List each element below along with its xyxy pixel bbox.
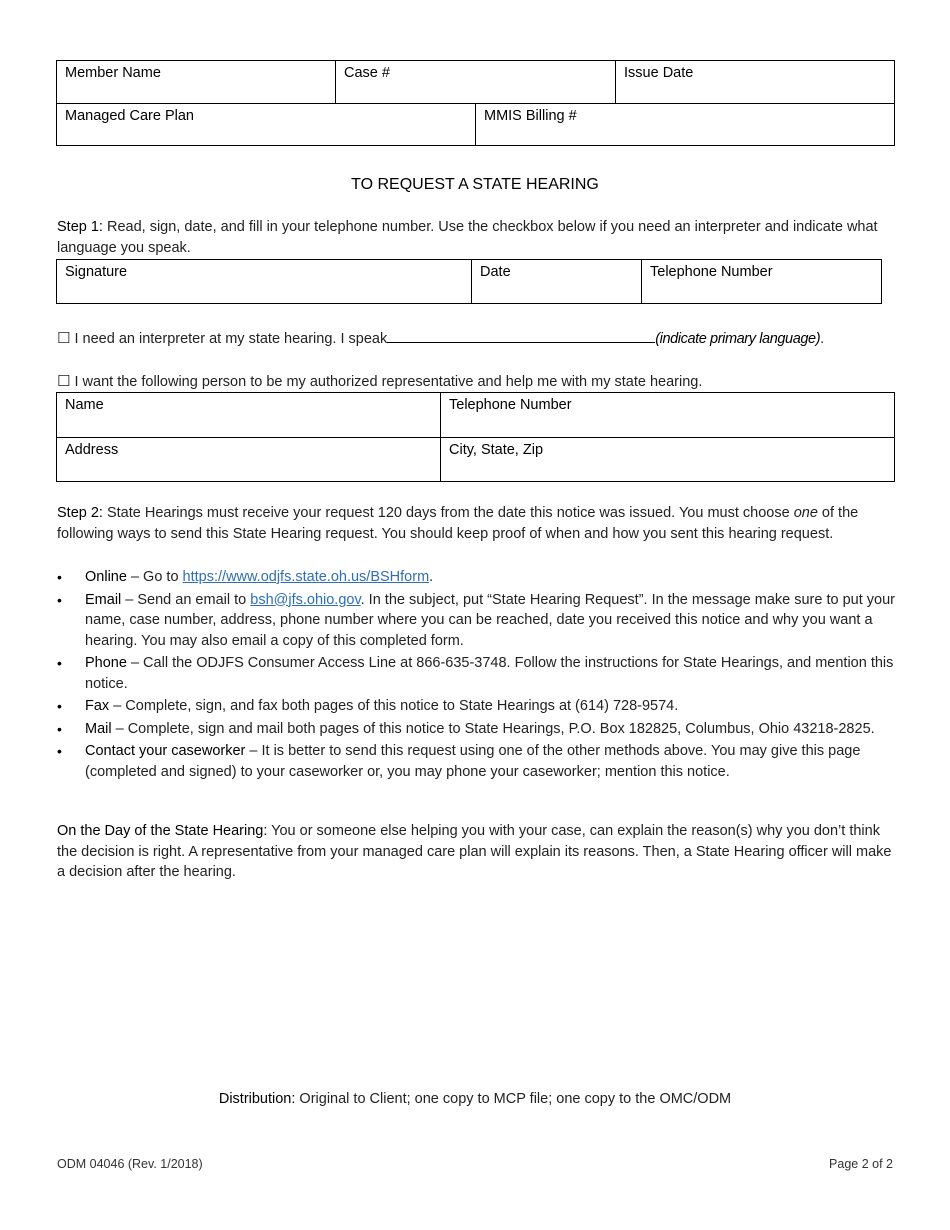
representative-table [56, 392, 895, 482]
form-id: ODM 04046 (Rev. 1/2018) [57, 1157, 203, 1171]
mail-label: Mail [85, 720, 112, 737]
mmis-billing-field[interactable] [476, 104, 895, 146]
method-fax [57, 696, 897, 717]
interpreter-period: . [820, 331, 825, 347]
mmis-billing-label: MMIS Billing # [484, 108, 577, 124]
language-note: (indicate primary language) [655, 331, 821, 347]
step1-paragraph [57, 217, 897, 258]
language-blank-field[interactable] [387, 328, 655, 343]
email-link[interactable]: bsh@jfs.ohio.gov [250, 591, 361, 608]
online-label: Online [85, 569, 127, 585]
hearing-day-label: On the Day of the State Hearing: [57, 823, 268, 839]
signature-label: Signature [65, 264, 128, 280]
rep-address-field[interactable] [57, 438, 441, 482]
member-info-table [56, 60, 895, 146]
bullet-icon: • [57, 655, 62, 671]
page-number: Page 2 of 2 [829, 1157, 893, 1171]
mail-text: – Complete, sign and mail both pages of this notice to State Hearings, P.O. Box 182825, Columbus, Ohio 43218-2825. [111, 720, 875, 737]
bullet-icon: • [57, 591, 62, 608]
representative-text: I want the following person to be my authorized representative and help me with my state hearing. [70, 374, 703, 390]
bullet-icon: • [57, 698, 62, 714]
online-pre: – Go to [126, 569, 183, 585]
step2-emphasis: one [793, 505, 818, 521]
date-label: Date [480, 264, 511, 280]
phone-text: – Call the ODJFS Consumer Access Line at 866-635-3748. Follow the instructions for State Hearings, and mention this notice. [85, 655, 894, 692]
step1-text: Read, sign, date, and fill in your telephone number. Use the checkbox below if you need an interpreter and indicate what language you speak. [57, 219, 878, 256]
email-post: . In the subject, put “State Hearing Request”. In the message make sure to put your name, case number, address, phone number where you can be reached, date you received this notice and why you want a hearing. You may also email a copy of this completed form. [85, 591, 895, 649]
telephone-field[interactable] [642, 260, 882, 304]
signature-field[interactable] [57, 260, 472, 304]
representative-checkbox[interactable]: ☐ [57, 373, 71, 390]
rep-city-state-zip-field[interactable] [441, 438, 895, 482]
step2-label: Step 2: [57, 505, 103, 521]
caseworker-label: Contact your caseworker [85, 743, 246, 759]
phone-label: Phone [85, 655, 127, 671]
hearing-day-text: You or someone else helping you with your case, can explain the reason(s) why you don’t think the decision is right. A representative from your managed care plan will explain its reasons. Then, a State Hearing officer will make a decision after the hearing. [57, 823, 892, 880]
bullet-icon: • [57, 743, 62, 759]
signature-table [56, 259, 882, 304]
distribution-text: Original to Client; one copy to MCP file; one copy to the OMC/ODM [295, 1091, 732, 1107]
managed-care-plan-field[interactable] [57, 104, 476, 146]
rep-name-field[interactable] [57, 393, 441, 438]
step2-text-a: State Hearings must receive your request 120 days from the date this notice was issued. You must choose [102, 505, 794, 521]
method-caseworker [57, 741, 897, 782]
member-name-label: Member Name [65, 65, 161, 81]
rep-address-label: Address [65, 442, 119, 458]
page-title: TO REQUEST A STATE HEARING [351, 176, 599, 193]
fax-label: Fax [85, 698, 110, 714]
interpreter-line [57, 328, 824, 347]
method-online [57, 567, 897, 588]
issue-date-field[interactable] [616, 61, 895, 104]
rep-telephone-field[interactable] [441, 393, 895, 438]
representative-line [57, 372, 702, 390]
email-label: Email [85, 591, 122, 608]
interpreter-text: I need an interpreter at my state hearing. I speak [70, 331, 388, 347]
method-mail [57, 719, 897, 740]
interpreter-checkbox[interactable]: ☐ [57, 330, 71, 347]
step2-paragraph [57, 503, 897, 544]
rep-name-label: Name [65, 397, 104, 413]
telephone-label: Telephone Number [650, 264, 773, 280]
online-form-link[interactable]: https://www.odjfs.state.oh.us/BSHform [182, 569, 430, 585]
email-pre: – Send an email to [121, 591, 251, 608]
member-name-field[interactable] [57, 61, 336, 104]
method-phone [57, 653, 897, 694]
rep-telephone-label: Telephone Number [449, 397, 572, 413]
rep-city-state-zip-label: City, State, Zip [449, 442, 544, 458]
issue-date-label: Issue Date [624, 65, 694, 81]
fax-text: – Complete, sign, and fax both pages of this notice to State Hearings at (614) 728-9574. [109, 698, 679, 714]
hearing-day-paragraph [57, 821, 897, 883]
date-field[interactable] [472, 260, 642, 304]
method-email [57, 590, 897, 652]
distribution-label: Distribution: [218, 1091, 296, 1107]
bullet-icon: • [57, 569, 62, 585]
step2-text-b: of the following ways to send this State Hearing request. You should keep proof of when and how you sent this hearing request. [57, 505, 859, 542]
step1-label: Step 1: [57, 219, 103, 235]
managed-care-plan-label: Managed Care Plan [65, 108, 194, 124]
case-number-field[interactable] [336, 61, 616, 104]
caseworker-text: – It is better to send this request using one of the other methods above. You may give this page (completed and signed) to your caseworker or, you may phone your caseworker; mention this notice. [85, 743, 861, 780]
submission-methods-list [57, 567, 897, 784]
bullet-icon: • [57, 720, 62, 737]
case-number-label: Case # [344, 65, 390, 81]
online-post: . [429, 569, 434, 585]
distribution-line [0, 1091, 950, 1107]
